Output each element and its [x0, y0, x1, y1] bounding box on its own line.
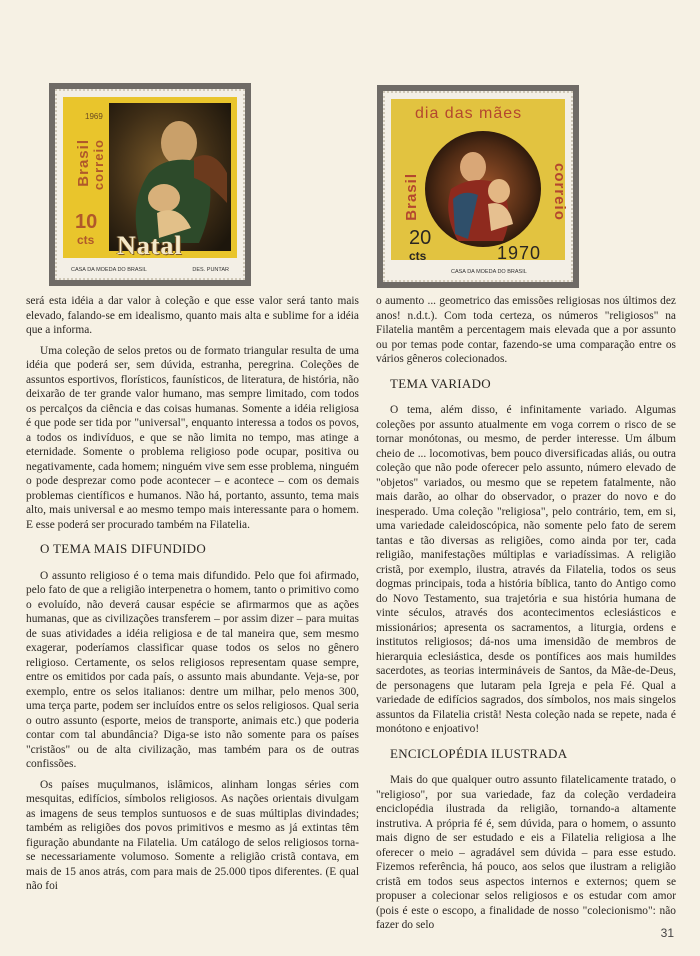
paragraph: O tema, além disso, é infinitamente variado. Algumas coleções por assunto atualmente em voga correm o risco de se tornar monótonas, ou mesmo, de perder interesse. Um álbum cheio de ... locomotivas, bem pouco diversificadas aliás, ou outra coleção que não pode oferecer pelo assunto, número elevado de "objetos" variados, ou mesmo que se repetem fatalmente, não mais darão, ao olhar do observador, o prazer do novo e do inesperado. Uma coleção "religiosa", pelo contrário, tem, em si, uma variedade caleidoscópica, não somente pelo fato de serem tantas e tão diversas as religiões, como ainda por ter, cada religião, manifestações múltiplas e variadíssimas. A religião cristã, por exemplo, ilustra, através da Filatelia, todos os seus dogmas principais, toda a história bíblica, tanto do Antigo como do Novo Testamento, sua trajetória e sua história humana de vinte séculos, através dos acontecimentos eclesiásticos e missionários; apresenta os sacramentos, a liturgia, ordens e institutos religiosos; dá-nos uma imensidão de membros de hierarquia eclesiástica, desde os pontífices aos mais humildes sacerdotes, as teorias intermináveis de Santos, da Mãe-de-Deus, de personagens que lutaram pela Igreja e pela Fé. Qual a variedade de edifícios sagrados, dos símbolos, nos mais singelos assuntos da Filatelia cristã! Nesta coleção nada se repete, nada é monótono e enjoativo! [376, 404, 676, 735]
section-heading: ENCICLOPÉDIA ILUSTRADA [390, 745, 568, 761]
stamp-maes-service: correio [551, 163, 568, 221]
section-heading: TEMA VARIADO [390, 375, 491, 391]
stamp-natal-year: 1969 [85, 112, 103, 121]
stamp-natal-value: 10 [75, 211, 98, 233]
madonna-painting-image [109, 103, 231, 251]
stamp-natal-service: correio [91, 139, 106, 191]
stamp-maes-year: 1970 [497, 243, 542, 263]
stamp-maes-value: 20 [409, 227, 432, 249]
stamp-dia-das-maes [383, 91, 573, 282]
stamp-maes-country: Brasil [403, 173, 420, 221]
stamp-maes-printer: CASA DA MOEDA DO BRASIL [451, 269, 527, 275]
stamp-natal-title: Natal [117, 231, 183, 260]
stamp-maes-title: dia das mães [415, 105, 523, 122]
stamp-natal [55, 89, 245, 280]
paragraph: o aumento ... geometrico das emissões religiosas nos últimos dez anos! n.d.t.). Com toda certeza, os números "religiosos" na Filatelia mantêm a percentagem mais elevada que a por assunto ou por temas pode contar, fazendo-se uma comparação entre os vários gêneros colecionados. [376, 295, 676, 365]
stamp-dia-das-maes-frame [377, 85, 579, 288]
paragraph: será esta idéia a dar valor à coleção e que esse valor será tanto mais elevado, falando-se em idealismo, quanto mais alta e sublime for a idéia que a informa. [26, 295, 359, 336]
paragraph: O assunto religioso é o tema mais difundido. Pelo que foi afirmado, pelo fato de que a religião interpenetra o homem, tanto o primitivo como o evoluído, não deverá causar espécie se afirmarmos que as ações humanas, que as civilizações transferem – por assim dizer – para muitas de suas atividades a idéia religiosa e de tal maneira que, sem mesmo exagerar, poderíamos classificar quase todos os selos no gênero religioso. Certamente, os selos religiosos representam quase sempre, entre os emitidos por cada país, o assunto mais abundante. Veja-se, por exemplo, entre os selos italianos: dentre um milhar, pelo menos 300, uma terça parte, podem ser incluídos entre os selos religiosos. Qual seria o outro assunto (esporte, meios de transporte, animais etc.) que poderia contar com tal abundância? Diga-se isto não somente para os países "cristãos" ou de alta civilização, mas também para os de outras confissões. [26, 569, 359, 770]
stamp-natal-unit: cts [77, 233, 95, 247]
section-heading: O TEMA MAIS DIFUNDIDO [40, 541, 207, 556]
stamp-maes-unit: cts [409, 249, 427, 263]
stamp-natal-printer: CASA DA MOEDA DO BRASIL [71, 267, 147, 273]
paragraph: Mais do que qualquer outro assunto filatelicamente tratado, o "religioso", por sua variedade, faz da coleção verdadeira enciclopédia ilustrada da religião, tornando-a altamente instrutiva. A própria fé é, sem dúvida, para o homem, o assunto mais digno de ser estudado e eis a Filatelia religiosa a lhe oferecer o meio – agradável sem dúvida – para esse estudo. Fizemos referência, há pouco, aos selos que ilustram a religião cristã em todos seus aspectos internos e externos; quem se propuser a colecionar selos religiosos e os estudar com amor (pois é este o escopo, a finalidade de nosso "colecionismo": não fazer do selo [376, 774, 676, 931]
paragraph: Os países muçulmanos, islâmicos, alinham longas séries com mesquitas, edifícios, símbolos religiosos. As nações orientais divulgam as imagens de seus templos suntuosos e de suas múltiplas divindades; também as religiões dos povos primitivos e mesmo as já extintas têm figuração abundante na Filatelia. Um catálogo de selos religiosos torna-se necessariamente volumoso. Somente a religião cristã contava, em mais de 15 anos atrás, com para mais de 25.000 tipos diferentes. (E qual não foi [26, 778, 359, 892]
page-number: 31 [660, 926, 674, 940]
left-text-column [26, 294, 359, 940]
madonna-tondo-image [423, 129, 543, 249]
stamp-natal-designer: DES. PUNTAR [192, 267, 229, 273]
right-text-column [376, 294, 676, 940]
stamp-natal-country: Brasil [75, 139, 92, 187]
stamp-natal-frame [49, 83, 251, 286]
paragraph: Uma coleção de selos pretos ou de formato triangular resulta de uma idéia que poderá ser, sem dúvida, estranha, peregrina. Coleções de assuntos esportivos, florísticos, faunísticos, de literatura, de história, não deixarão de ter grande valor humano, mas sempre limitado, com todos os percalços da ciência e das coisas humanas. Somente a idéia religiosa é que pode ser tida por "universal", enquanto interessa a todos os povos, a todos os indivíduos, e que se não limita no tempo, mas atinge a eternidade. Somente o problema religioso pode ocupar, positiva ou negativamente, cada homem; ninguém vive sem esse problema, ninguém o pode desprezar como pode acontecer – e acontece – com os demais problemas científicos e humanos. Não há, portanto, assunto, tema mais alto, mais universal e ao mesmo tempo mais interessante para o homem. E esse poderá ser procurado também na Filatelia. [26, 344, 359, 531]
